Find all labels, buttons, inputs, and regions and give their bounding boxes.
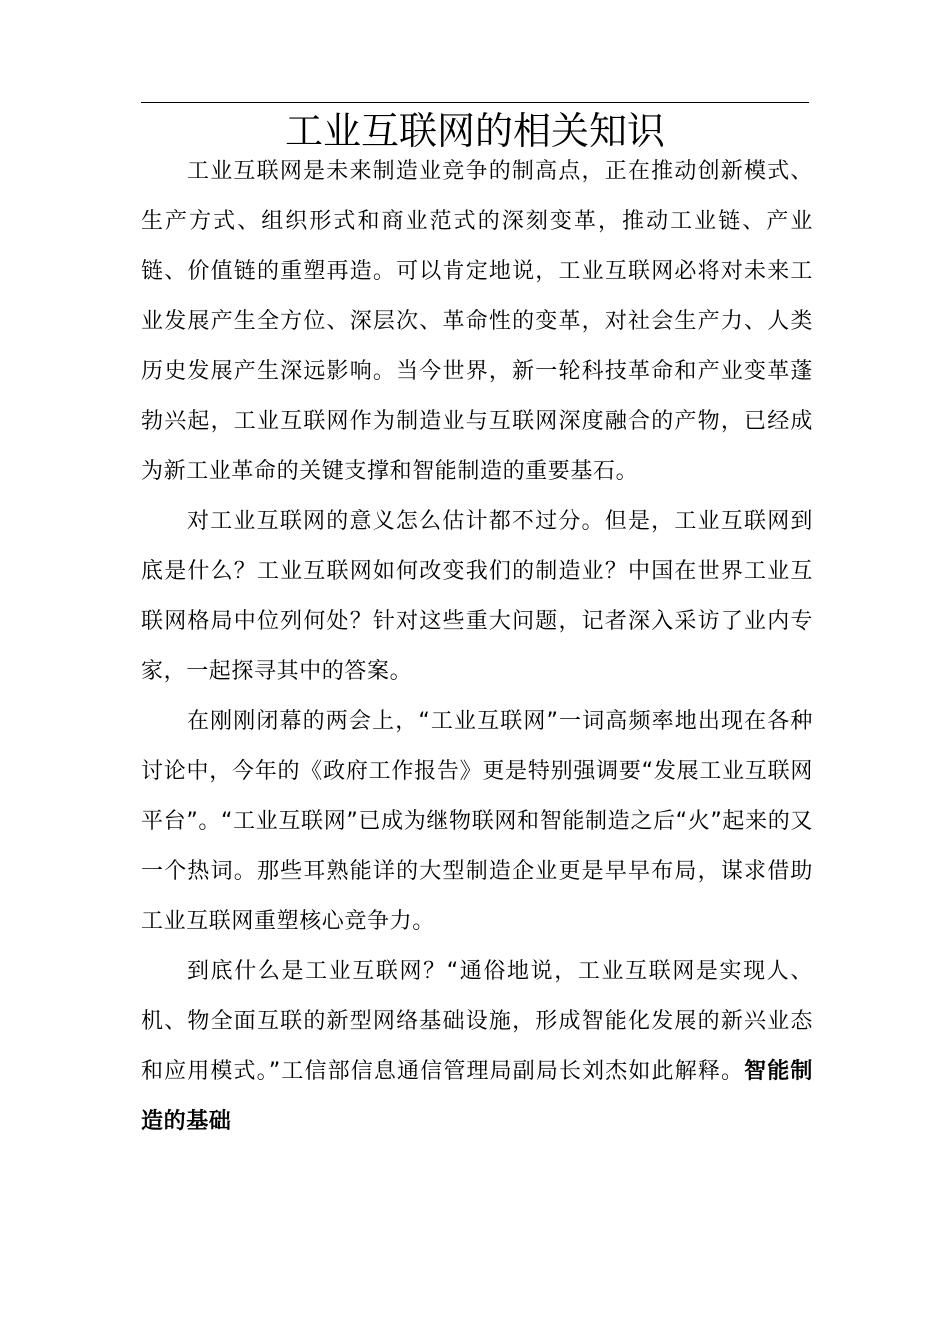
paragraph-1: 工业互联网是未来制造业竞争的制高点，正在推动创新模式、生产方式、组织形式和商业范式的深刻变革，推动工业链、产业链、价值链的重塑再造。可以肯定地说，工业互联网必将对未来工业发展产生全方位、深层次、革命性的变革，对社会生产力、人类历史发展产生深远影响。当今世界，新一轮科技革命和产业变革蓬勃兴起，工业互联网作为制造业与互联网深度融合的产物，已经成为新工业革命的关键支撑和智能制造的重要基石。 <box>141 159 813 484</box>
document-body <box>141 147 813 1147</box>
section-heading: 智能制造的基础 <box>141 1059 813 1134</box>
document-title: 工业互联网的相关知识 <box>284 109 665 153</box>
paragraph-2: 对工业互联网的意义怎么估计都不过分。但是，工业互联网到底是什么？工业互联网如何改变我们的制造业？中国在世界工业互联网格局中位列何处？针对这些重大问题，记者深入采访了业内专家，一起探寻其中的答案。 <box>141 509 813 684</box>
header-rule <box>141 102 809 103</box>
paragraph-4 <box>141 947 813 1147</box>
paragraph-4-text: 到底什么是工业互联网？“通俗地说，工业互联网是实现人、机、物全面互联的新型网络基础设施，形成智能化发展的新兴业态和应用模式。”工信部信息通信管理局副局长刘杰如此解释。 <box>141 959 813 1084</box>
paragraph-3: 在刚刚闭幕的两会上，“工业互联网”一词高频率地出现在各种讨论中，今年的《政府工作报告》更是特别强调要“发展工业互联网平台”。“工业互联网”已成为继物联网和智能制造之后“火”起来的又一个热词。那些耳熟能详的大型制造企业更是早早布局，谋求借助工业互联网重塑核心竞争力。 <box>141 709 813 934</box>
